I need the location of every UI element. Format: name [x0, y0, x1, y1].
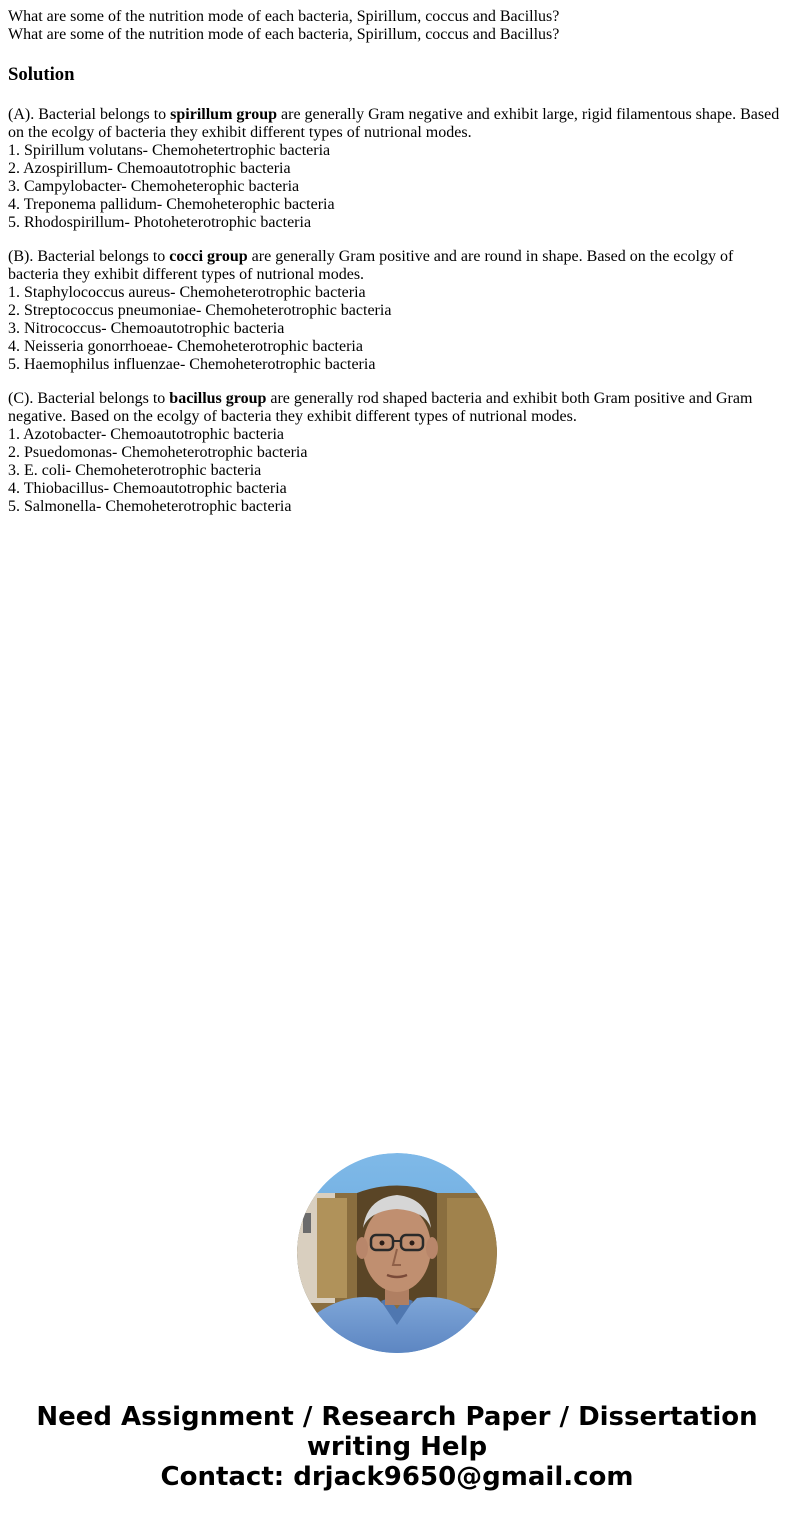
group-name: spirillum group	[170, 106, 278, 123]
list-item: 5. Haemophilus influenzae- Chemoheterotrophic bacteria	[8, 356, 376, 373]
author-avatar	[297, 1153, 497, 1353]
promo-banner	[0, 1402, 794, 1492]
list-item: 3. Campylobacter- Chemoheterophic bacteria	[8, 178, 300, 195]
list-item: 4. Treponema pallidum- Chemoheterophic bacteria	[8, 196, 335, 213]
list-item: 2. Psuedomonas- Chemoheterotrophic bacteria	[8, 444, 308, 461]
section-cocci	[8, 248, 786, 374]
group-name: cocci group	[169, 248, 248, 265]
list-item: 5. Rhodospirillum- Photoheterotrophic bacteria	[8, 214, 312, 231]
section-intro	[8, 248, 786, 284]
document-content	[8, 8, 786, 532]
list-item: 3. E. coli- Chemoheterotrophic bacteria	[8, 462, 262, 479]
list-item: 4. Thiobacillus- Chemoautotrophic bacteria	[8, 480, 287, 497]
section-intro	[8, 390, 786, 426]
solution-heading: Solution	[8, 64, 75, 85]
question-text: What are some of the nutrition mode of each bacteria, Spirillum, coccus and Bacillus?	[8, 8, 560, 25]
section-spirillum	[8, 106, 786, 232]
group-name: bacillus group	[169, 390, 267, 407]
list-item: 1. Staphylococcus aureus- Chemoheterotrophic bacteria	[8, 284, 366, 301]
section-bacillus	[8, 390, 786, 516]
intro-prefix: (C). Bacterial belongs to	[8, 390, 170, 407]
intro-prefix: (B). Bacterial belongs to	[8, 248, 170, 265]
intro-suffix: are generally Gram negative and exhibit large, rigid filamentous shape. Based on the ecolgy of bacteria they exhibit different types of nutrional modes.	[8, 106, 780, 141]
list-item: 1. Azotobacter- Chemoautotrophic bacteria	[8, 426, 285, 443]
intro-suffix: are generally rod shaped bacteria and exhibit both Gram positive and Gram negative. Based on the ecolgy of bacteria they exhibit different types of nutrional modes.	[8, 390, 753, 425]
section-intro	[8, 106, 786, 142]
promo-line-1: Need Assignment / Research Paper / Dissertation	[36, 1402, 758, 1432]
list-item: 1. Spirillum volutans- Chemohetertrophic bacteria	[8, 142, 331, 159]
list-item: 3. Nitrococcus- Chemoautotrophic bacteria	[8, 320, 285, 337]
author-portrait-icon	[297, 1153, 497, 1353]
intro-suffix: are generally Gram positive and are round in shape. Based on the ecolgy of bacteria they exhibit different types of nutrional modes.	[8, 248, 734, 283]
promo-line-2: writing Help	[306, 1432, 488, 1462]
question-text-repeat: What are some of the nutrition mode of each bacteria, Spirillum, coccus and Bacillus?	[8, 26, 560, 43]
intro-prefix: (A). Bacterial belongs to	[8, 106, 171, 123]
list-item: 4. Neisseria gonorrhoeae- Chemoheterotrophic bacteria	[8, 338, 363, 355]
promo-contact: Contact: drjack9650@gmail.com	[160, 1462, 634, 1492]
list-item: 2. Azospirillum- Chemoautotrophic bacteria	[8, 160, 291, 177]
list-item: 2. Streptococcus pneumoniae- Chemoheterotrophic bacteria	[8, 302, 392, 319]
list-item: 5. Salmonella- Chemoheterotrophic bacteria	[8, 498, 292, 515]
